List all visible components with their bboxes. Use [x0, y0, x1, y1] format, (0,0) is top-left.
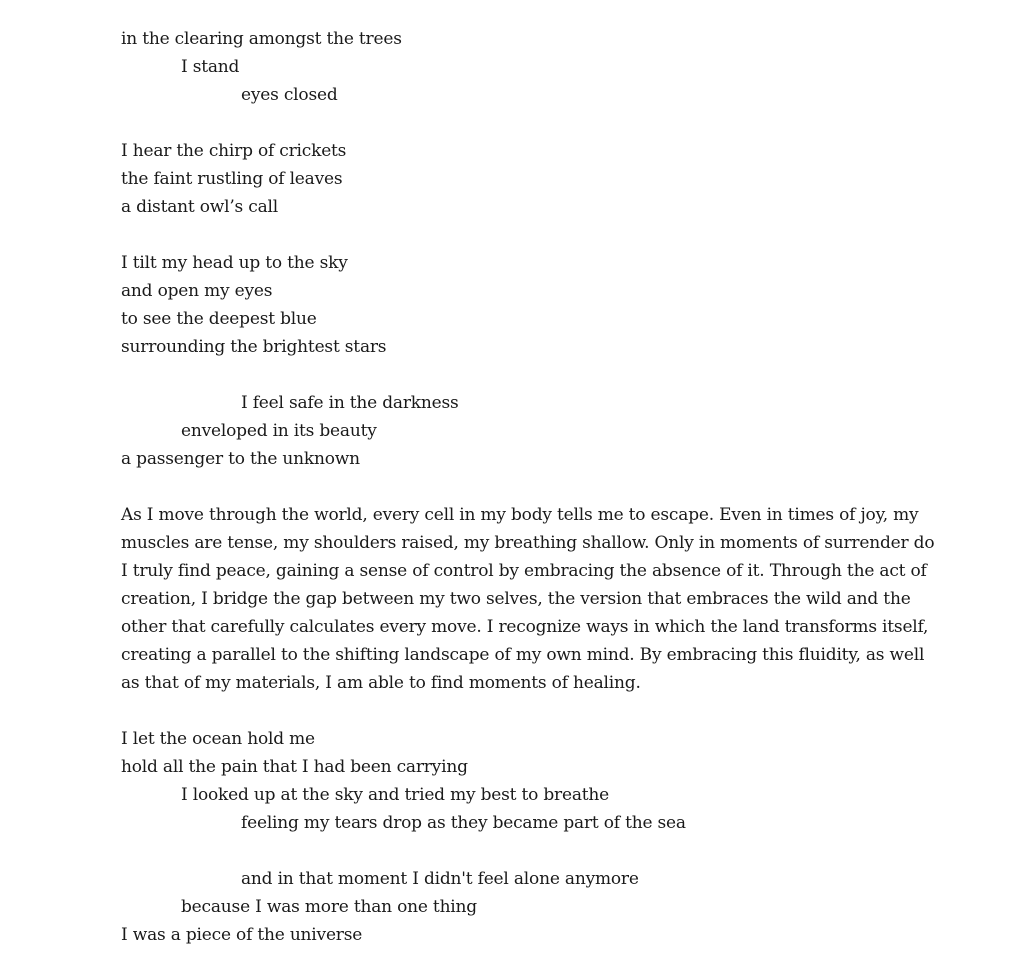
stanza-break — [121, 361, 911, 389]
stanza-crickets — [121, 137, 911, 221]
poem-line: and open my eyes — [121, 281, 273, 301]
stanza-clearing — [121, 25, 911, 109]
prose-line: creating a parallel to the shifting landscape of my own mind. By embracing this fluidity, as well — [121, 645, 925, 665]
stanza-darkness — [121, 389, 911, 473]
poem-line: eyes closed — [241, 85, 338, 105]
poem-line: I looked up at the sky and tried my best to breathe — [181, 785, 610, 805]
poem-line: to see the deepest blue — [121, 309, 317, 329]
poem-line: surrounding the brightest stars — [121, 337, 387, 357]
poem-line: the faint rustling of leaves — [121, 169, 343, 189]
prose-line: other that carefully calculates every move. I recognize ways in which the land transforms itself, — [121, 617, 929, 637]
poem-line: a passenger to the unknown — [121, 449, 360, 469]
prose-paragraph — [121, 501, 935, 697]
document-page — [121, 25, 935, 949]
stanza-universe — [121, 865, 911, 949]
prose-line: As I move through the world, every cell in my body tells me to escape. Even in times of joy, my — [121, 505, 919, 525]
stanza-sky — [121, 249, 911, 361]
stanza-break — [121, 697, 911, 725]
prose-line: muscles are tense, my shoulders raised, my breathing shallow. Only in moments of surrender do — [121, 533, 935, 553]
poem-line: in the clearing amongst the trees — [121, 29, 402, 49]
prose-line: creation, I bridge the gap between my two selves, the version that embraces the wild and the — [121, 589, 911, 609]
prose-line: I truly find peace, gaining a sense of control by embracing the absence of it. Through the act of — [121, 561, 927, 581]
prose-line: as that of my materials, I am able to find moments of healing. — [121, 673, 641, 693]
poem-line: I stand — [181, 57, 240, 77]
poem-line: feeling my tears drop as they became part of the sea — [241, 813, 686, 833]
poem-line: because I was more than one thing — [181, 897, 477, 917]
stanza-ocean — [121, 725, 911, 837]
stanza-break — [121, 109, 911, 137]
poem-line: I was a piece of the universe — [121, 925, 363, 945]
stanza-break — [121, 473, 911, 501]
poem-line: I let the ocean hold me — [121, 729, 315, 749]
poem-line: and in that moment I didn't feel alone anymore — [241, 869, 639, 889]
poem-line: hold all the pain that I had been carrying — [121, 757, 468, 777]
poem-line: a distant owl’s call — [121, 197, 279, 217]
poem-line: I feel safe in the darkness — [241, 393, 459, 413]
stanza-break — [121, 221, 911, 249]
poem-line: I hear the chirp of crickets — [121, 141, 347, 161]
poem-line: I tilt my head up to the sky — [121, 253, 348, 273]
stanza-break — [121, 837, 911, 865]
poem-line: enveloped in its beauty — [181, 421, 377, 441]
